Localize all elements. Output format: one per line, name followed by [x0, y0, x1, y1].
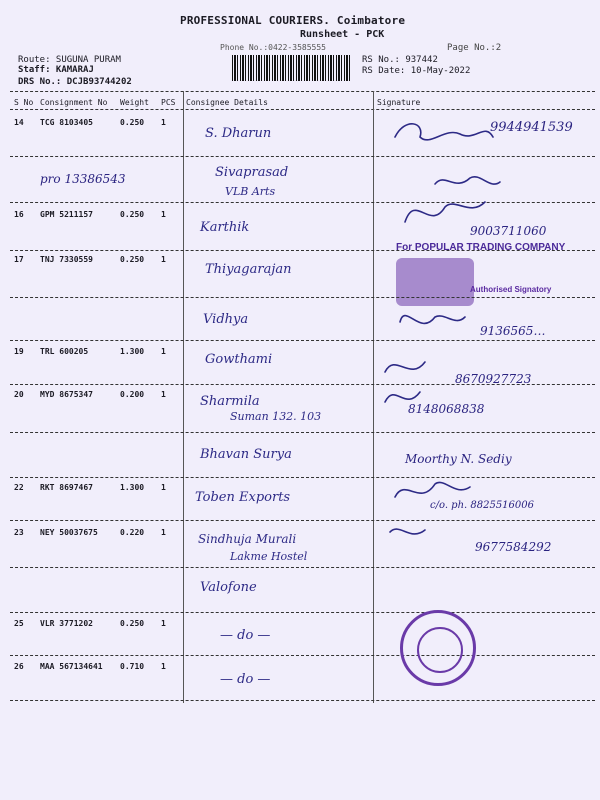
row-weight: 0.250 — [120, 619, 145, 628]
row-pcs: 1 — [161, 390, 166, 399]
consignee-name: Vidhya — [203, 312, 249, 327]
signature-note: pro 13386543 — [40, 172, 126, 186]
consignee-name: Toben Exports — [195, 490, 291, 505]
col-pcs: PCS — [161, 98, 176, 107]
staff-label: Staff: KAMARAJ — [18, 65, 94, 75]
page-number: Page No.:2 — [447, 43, 502, 53]
signature-stroke — [385, 362, 425, 372]
drs-number: DRS No.: DCJB93744202 — [18, 77, 132, 87]
row-weight: 1.300 — [120, 483, 145, 492]
consignee-name: Karthik — [200, 220, 250, 235]
phone-number: Phone No.:0422-3585555 — [220, 43, 326, 52]
signature-note: 8148068838 — [408, 402, 485, 416]
consignee-name: — do — — [220, 672, 271, 687]
company-seal — [400, 610, 476, 686]
consignee-name: Bhavan Surya — [200, 447, 292, 462]
col-consignment: Consignment No — [40, 98, 108, 107]
header-rule-top — [10, 91, 595, 92]
signature-stroke — [385, 392, 420, 402]
row-consignment-no: VLR 3771202 — [40, 619, 93, 628]
consignee-detail: VLB Arts — [225, 185, 276, 198]
row-weight: 0.710 — [120, 662, 145, 671]
signature-note: 8670927723 — [455, 372, 532, 386]
consignee-name: Sivaprasad — [215, 165, 289, 180]
rs-date: RS Date: 10-May-2022 — [362, 66, 471, 76]
row-consignment-no: MYD 8675347 — [40, 390, 93, 399]
signature-scribbles — [375, 112, 595, 702]
row-weight: 1.300 — [120, 347, 145, 356]
row-weight: 0.200 — [120, 390, 145, 399]
signature-stroke — [400, 316, 465, 324]
row-sno: 25 — [14, 619, 24, 628]
col-consignee: Consignee Details — [186, 98, 268, 107]
col-weight: Weight — [120, 98, 149, 107]
route-label: Route: SUGUNA PURAM — [18, 55, 121, 65]
row-weight: 0.250 — [120, 118, 145, 127]
consignee-name: Sindhuja Murali — [198, 532, 297, 546]
signature-note: Moorthy N. Sediy — [405, 452, 512, 466]
row-sno: 19 — [14, 347, 24, 356]
header-rule-bottom — [10, 109, 595, 110]
row-consignment-no: RKT 8697467 — [40, 483, 93, 492]
runsheet-subtitle: Runsheet - PCK — [300, 29, 385, 40]
barcode — [232, 55, 352, 81]
row-sno: 23 — [14, 528, 24, 537]
row-pcs: 1 — [161, 210, 166, 219]
row-sno: 17 — [14, 255, 24, 264]
consignee-detail: Lakme Hostel — [230, 550, 308, 563]
row-sno: 14 — [14, 118, 24, 127]
row-consignment-no: TCG 8103405 — [40, 118, 93, 127]
rs-number: RS No.: 937442 — [362, 55, 438, 65]
row-sno: 26 — [14, 662, 24, 671]
row-weight: 0.250 — [120, 210, 145, 219]
authorised-signatory: Authorised Signatory — [470, 285, 552, 294]
signature-stroke — [435, 177, 500, 184]
row-consignment-no: NEY 50037675 — [40, 528, 98, 537]
row-pcs: 1 — [161, 619, 166, 628]
row-consignment-no: TNJ 7330559 — [40, 255, 93, 264]
row-weight: 0.220 — [120, 528, 145, 537]
row-sno: 16 — [14, 210, 24, 219]
consignee-detail: Suman 132. 103 — [230, 410, 322, 423]
row-pcs: 1 — [161, 528, 166, 537]
row-weight: 0.250 — [120, 255, 145, 264]
company-title: PROFESSIONAL COURIERS. Coimbatore — [180, 14, 406, 27]
consignee-name: Gowthami — [205, 352, 273, 367]
consignee-name: Thiyagarajan — [205, 262, 292, 277]
signature-note: 9944941539 — [490, 120, 573, 135]
row-pcs: 1 — [161, 662, 166, 671]
consignee-name: S. Dharun — [205, 126, 272, 141]
signature-note: 9003711060 — [470, 224, 547, 238]
row-consignment-no: GPM 5211157 — [40, 210, 93, 219]
row-consignment-no: TRL 600205 — [40, 347, 89, 356]
signature-note: 9136565… — [480, 324, 546, 338]
row-pcs: 1 — [161, 483, 166, 492]
row-sno: 20 — [14, 390, 24, 399]
row-consignment-no: MAA 567134641 — [40, 662, 103, 671]
seal-inner-ring — [417, 627, 463, 673]
row-pcs: 1 — [161, 118, 166, 127]
consignee-name: — do — — [220, 628, 271, 643]
company-stamp: For POPULAR TRADING COMPANY — [396, 242, 566, 253]
row-pcs: 1 — [161, 255, 166, 264]
signature-note: 9677584292 — [475, 540, 552, 554]
signature-stroke — [405, 202, 485, 222]
col-signature: Signature — [377, 98, 421, 107]
row-pcs: 1 — [161, 347, 166, 356]
row-sno: 22 — [14, 483, 24, 492]
signature-stroke — [395, 482, 470, 497]
consignee-name: Valofone — [200, 580, 257, 595]
signature-note: c/o. ph. 8825516006 — [430, 500, 534, 511]
signature-stroke — [390, 529, 425, 534]
col-sno: S No — [14, 98, 34, 107]
consignee-name: Sharmila — [200, 394, 260, 409]
signature-stroke — [395, 124, 493, 140]
